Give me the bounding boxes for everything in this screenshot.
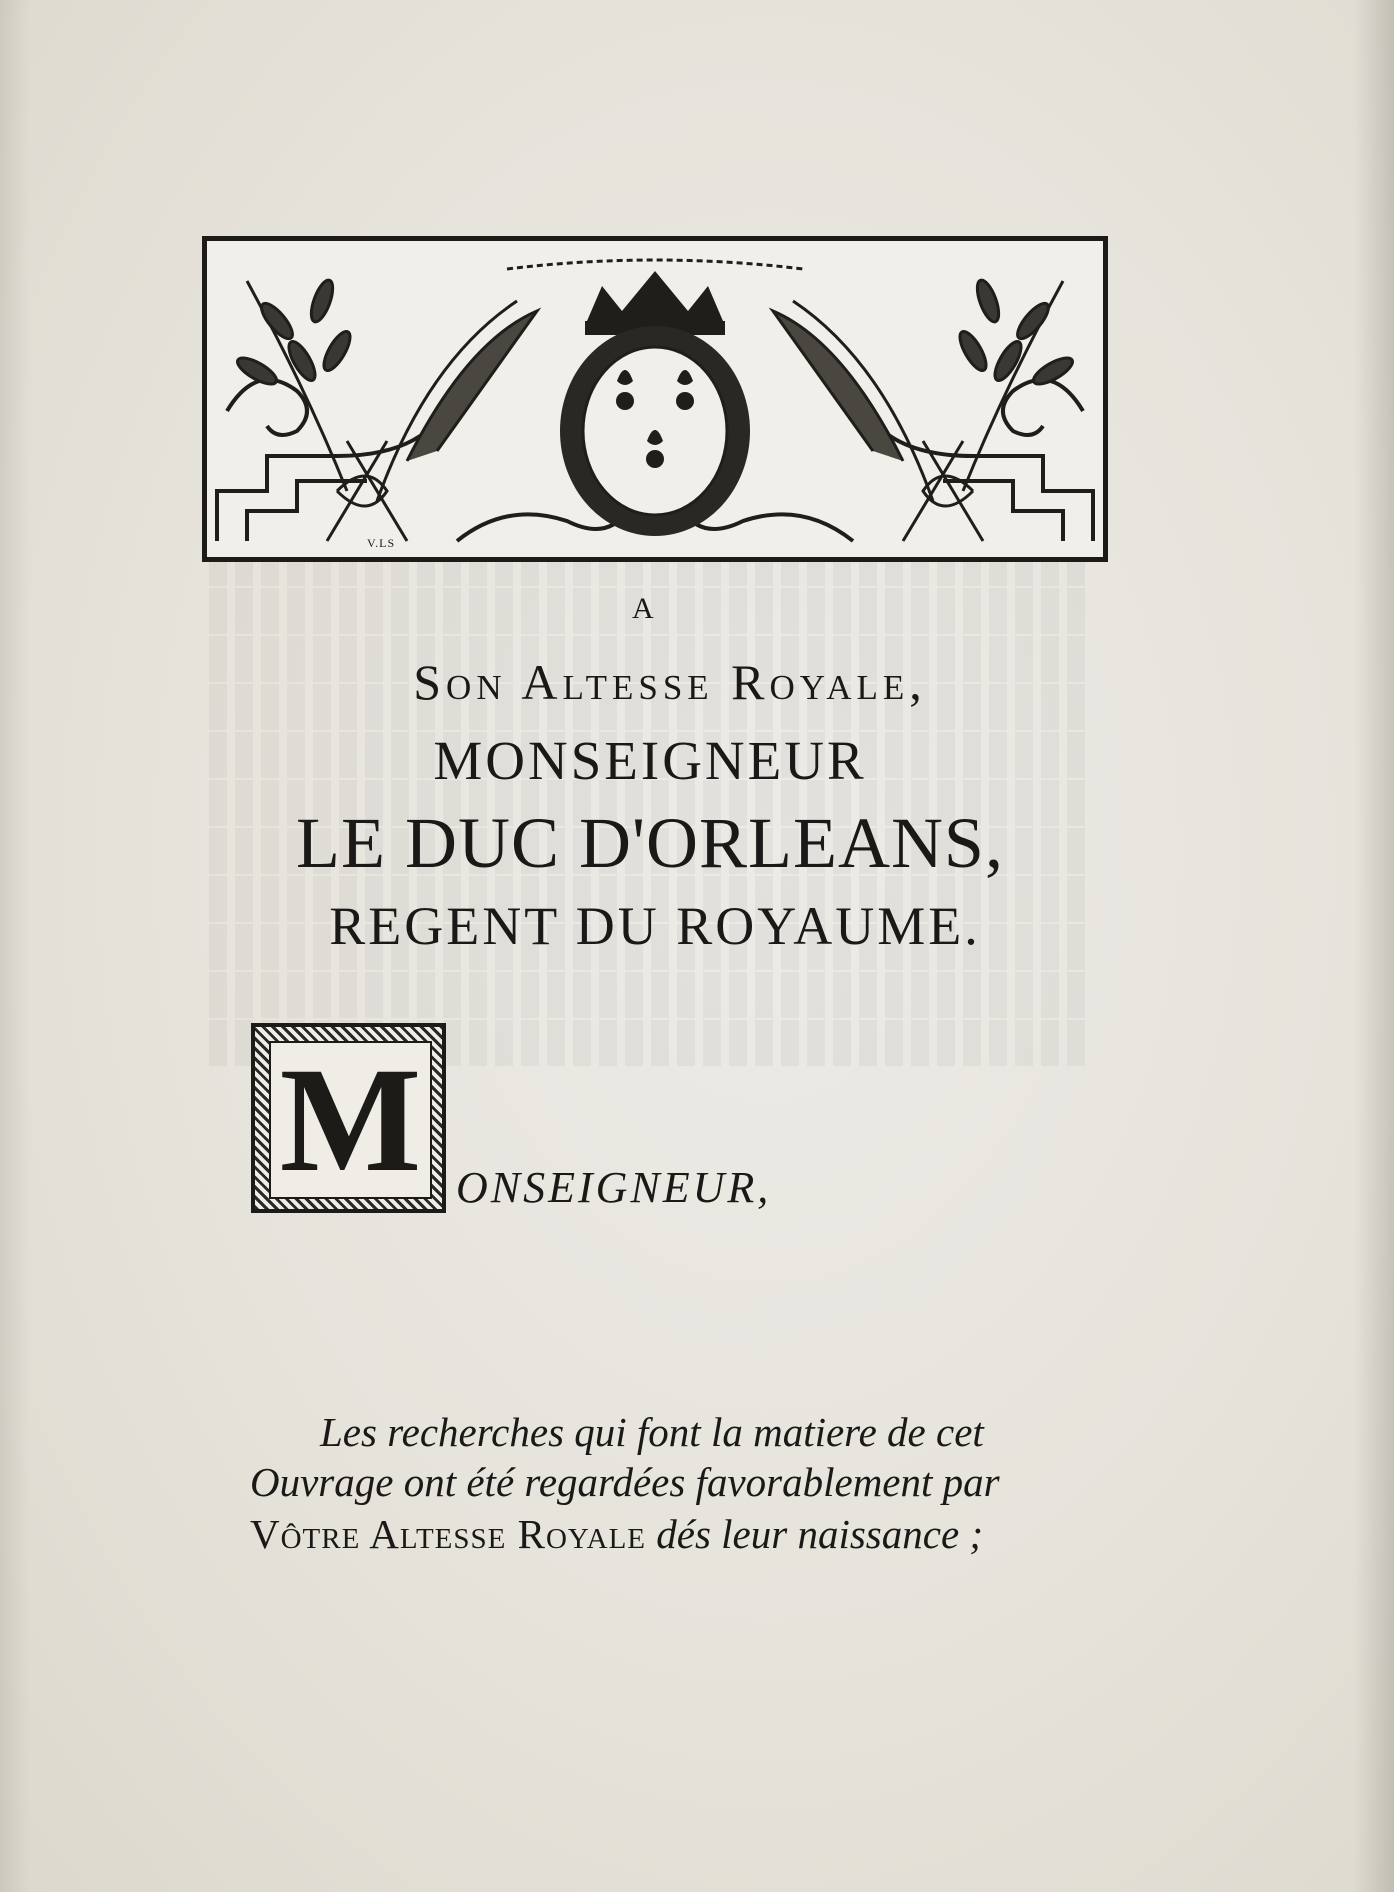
gutter-shadow <box>0 0 30 1892</box>
dedication-a: A <box>632 592 654 625</box>
body-line-3 <box>250 1510 1080 1558</box>
dedication-line-3: LE DUC D'ORLEANS, <box>296 803 1004 883</box>
body-line-3-rest: dés leur naissance ; <box>646 1511 984 1557</box>
body-line-1: Les recherches qui font la matiere de cet <box>320 1409 984 1455</box>
dedication-line-4: REGENT DU ROYAUME. <box>329 896 981 956</box>
salutation-text: ONSEIGNEUR, <box>456 1163 772 1212</box>
dedication-line-2: MONSEIGNEUR <box>433 730 867 791</box>
dedication-line-1: Son Altesse Royale, <box>413 654 927 710</box>
engraver-signature: V.LS <box>367 536 396 550</box>
page-edge-shadow <box>1354 0 1394 1892</box>
ornamental-headpiece <box>202 236 1108 562</box>
royal-arms-engraving <box>207 241 1103 557</box>
body-line-3-smallcaps: Vôtre Altesse Royale <box>250 1511 647 1557</box>
ornamental-dropcap <box>251 1023 446 1213</box>
body-line-2: Ouvrage ont été regardées favorablement par <box>250 1459 1000 1505</box>
dropcap-letter: M <box>279 1037 422 1203</box>
